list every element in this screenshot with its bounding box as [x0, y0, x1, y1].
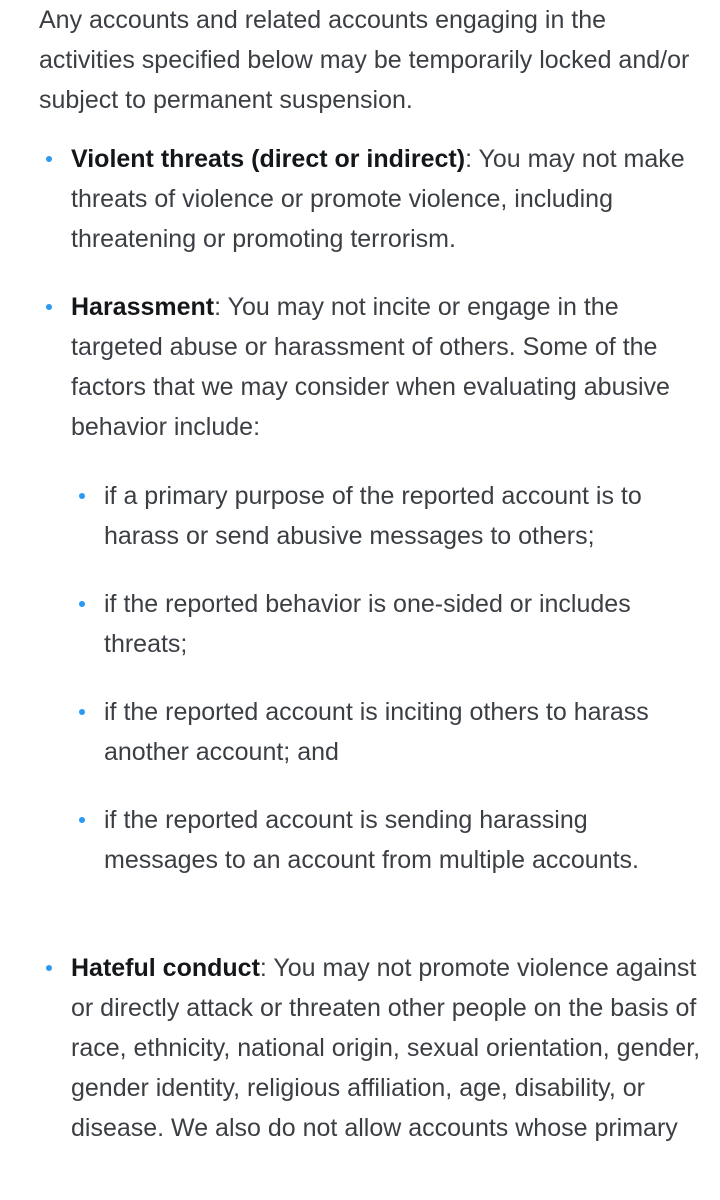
intro-paragraph: Any accounts and related accounts engaging in the activities specified below may be temporarily locked and/or subject to permanent suspension. [39, 6, 690, 114]
rule-term: Hateful conduct [71, 954, 260, 982]
bullet-dot-icon [79, 601, 85, 607]
rule-term: Violent threats (direct or indirect) [71, 145, 466, 173]
rule-term: Harassment [71, 293, 215, 321]
rule-description: : You may not incite or engage in the targeted abuse or harassment of others. Some of the factors that we may consider when evaluating abusive behavior include: [71, 293, 670, 441]
bullet-dot-icon [46, 965, 52, 971]
bullet-dot-icon [79, 493, 85, 499]
bullet-dot-icon [79, 817, 85, 823]
rule-description: : You may not make threats of violence or promote violence, including threatening or promoting terrorism. [71, 145, 685, 253]
bullet-dot-icon [79, 709, 85, 715]
factor-text: if a primary purpose of the reported account is to harass or send abusive messages to others; [104, 482, 642, 550]
bullet-dot-icon [46, 304, 52, 310]
factor-text: if the reported behavior is one-sided or includes threats; [104, 590, 631, 658]
bullet-dot-icon [46, 156, 52, 162]
factor-text: if the reported account is inciting others to harass another account; and [104, 698, 649, 766]
factor-text: if the reported account is sending harassing messages to an account from multiple accounts. [104, 806, 639, 874]
rule-description: : You may not promote violence against or directly attack or threaten other people on the basis of race, ethnicity, national origin, sexual orientation, gender, gender identity, religious affiliation, age, disability, or disease. We also do not allow accounts whose primary [71, 954, 701, 1142]
